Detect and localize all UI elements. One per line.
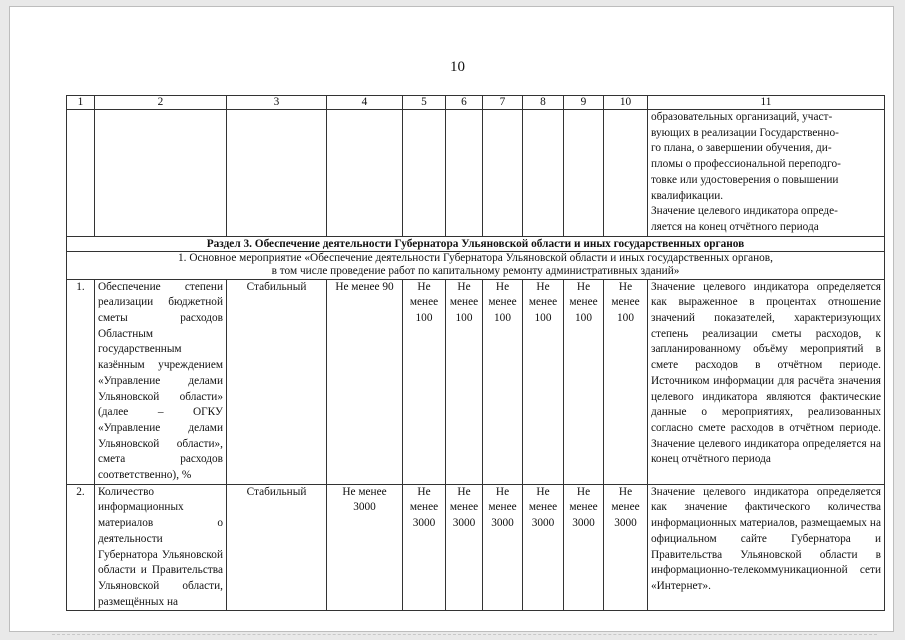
- year-value: Не менее 100: [523, 279, 564, 484]
- year-value: Не менее 3000: [564, 484, 604, 611]
- year-value: Не менее 100: [604, 279, 648, 484]
- measure-title: 1. Основное мероприятие «Обеспечение деятельности Губернатора Ульяновской области и иных государственных органов, в том числе проведение работ по капитальному ремонту административных зданий»: [67, 251, 885, 279]
- year-value: Не менее 3000: [523, 484, 564, 611]
- year-value: Не менее 100: [446, 279, 483, 484]
- indicator-note: Значение целевого индикатора определяется как выраженное в процентах отношение значений показателей, характеризующих степень реализации сметы расходов, к запланированному объёму мероприятий в смете расходов в отчётном периоде. Источником информации для расчёта значения целевого индикатора являются фактические данные о мероприятиях, реализованных согласно смете расходов в отчётном периоде. Значение целевого индикатора определяется на конец отчётного периода: [648, 279, 885, 484]
- measure-heading-row: [67, 251, 885, 279]
- continuation-row: [67, 110, 885, 237]
- table-row: [67, 484, 885, 611]
- year-value: Не менее 3000: [604, 484, 648, 611]
- year-value: Не менее 100: [403, 279, 446, 484]
- indicator-table: [66, 95, 885, 611]
- col-number: 9: [564, 96, 604, 110]
- indicator-note: Значение целевого индикатора определяется как значение фактического количества информационных материалов, размещаемых на официальном сайте Губернатора и Правительства Ульяновской области в информационно-телекоммуникационной сети «Интернет».: [648, 484, 885, 611]
- trend: Стабильный: [227, 279, 327, 484]
- section-heading-row: [67, 236, 885, 251]
- col-number: 2: [95, 96, 227, 110]
- row-number: 2.: [67, 484, 95, 611]
- section-title: Раздел 3. Обеспечение деятельности Губернатора Ульяновской области и иных государственных органов: [67, 236, 885, 251]
- page-number: 10: [450, 59, 465, 75]
- document-page: [9, 6, 894, 632]
- col-number: 10: [604, 96, 648, 110]
- col-number: 1: [67, 96, 95, 110]
- scan-edge-divider: [52, 634, 877, 635]
- table-row: [67, 279, 885, 484]
- col-number: 6: [446, 96, 483, 110]
- column-number-row: [67, 96, 885, 110]
- col-number: 11: [648, 96, 885, 110]
- col-number: 5: [403, 96, 446, 110]
- indicator-name: Количество информационных материалов о деятельности Губернатора Ульяновской области и Правительства Ульяновской области, размещённых на: [95, 484, 227, 611]
- indicator-name: Обеспечение степени реализации бюджетной сметы расходов Областным государственным казённым учреждением «Управление делами Ульяновской области» (далее – ОГКУ «Управление делами Ульяновской области», смета расходов соответственно), %: [95, 279, 227, 484]
- col-number: 8: [523, 96, 564, 110]
- row-number: 1.: [67, 279, 95, 484]
- continuation-note: образовательных организаций, участ- вующих в реализации Государственно- го плана, о завершении обучения, ди- пломы о профессиональной переподго- товке или удостоверения о повышении квалификации. Значение целевого индикатора опреде- ляется на конец отчётного периода: [648, 110, 885, 237]
- trend: Стабильный: [227, 484, 327, 611]
- year-value: Не менее 3000: [483, 484, 523, 611]
- base-value: Не менее 3000: [327, 484, 403, 611]
- year-value: Не менее 3000: [446, 484, 483, 611]
- year-value: Не менее 100: [483, 279, 523, 484]
- col-number: 4: [327, 96, 403, 110]
- base-value: Не менее 90: [327, 279, 403, 484]
- col-number: 7: [483, 96, 523, 110]
- col-number: 3: [227, 96, 327, 110]
- year-value: Не менее 3000: [403, 484, 446, 611]
- year-value: Не менее 100: [564, 279, 604, 484]
